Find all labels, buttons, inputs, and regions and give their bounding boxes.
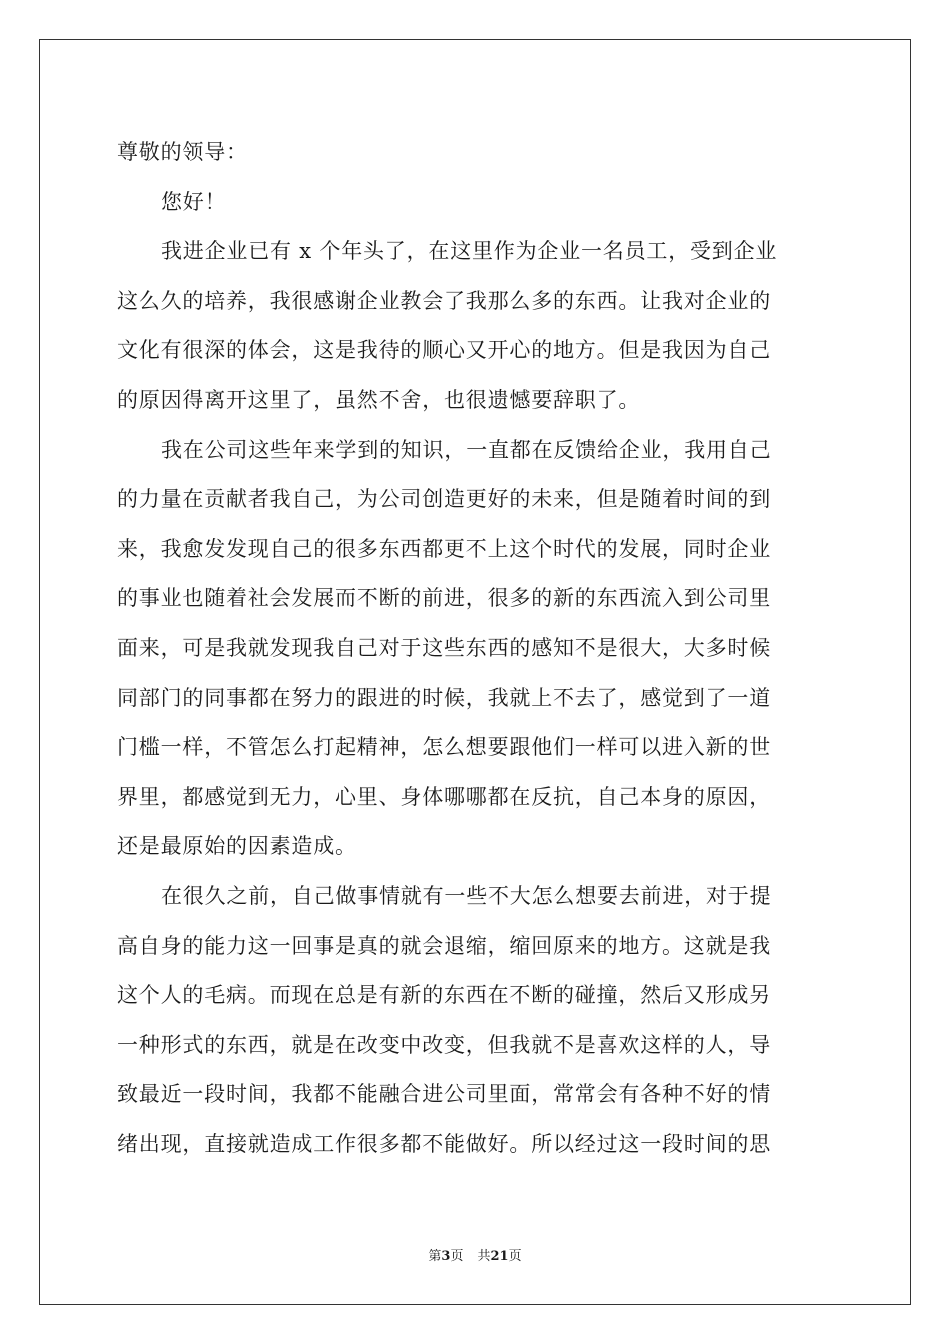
document-body bbox=[117, 128, 837, 1169]
paragraph-line: 绪出现，直接就造成工作很多都不能做好。所以经过这一段时间的思 bbox=[117, 1131, 771, 1156]
page-number: 3 bbox=[441, 1249, 451, 1264]
greeting: 您好！ bbox=[161, 189, 227, 214]
paragraph-line: 一种形式的东西，就是在改变中改变，但我就不是喜欢这样的人，导 bbox=[117, 1032, 771, 1057]
paragraph-line: 同部门的同事都在努力的跟进的时候，我就上不去了，感觉到了一道 bbox=[117, 685, 771, 710]
salutation: 尊敬的领导： bbox=[117, 140, 248, 164]
paragraph-line: 致最近一段时间，我都不能融合进公司里面，常常会有各种不好的情 bbox=[117, 1082, 771, 1107]
total-suffix: 页 bbox=[508, 1249, 522, 1264]
paragraph-line: 的事业也随着社会发展而不断的前进，很多的新的东西流入到公司里 bbox=[117, 586, 771, 611]
paragraph-line: 的原因得离开这里了，虽然不舍，也很遗憾要辞职了。 bbox=[117, 387, 641, 412]
paragraph-line: 我进企业已有 x 个年头了，在这里作为企业一名员工，受到企业 bbox=[161, 239, 778, 264]
page-suffix: 页 bbox=[450, 1249, 464, 1264]
paragraph-line: 这个人的毛病。而现在总是有新的东西在不断的碰撞，然后又形成另 bbox=[117, 983, 771, 1008]
paragraph-line: 文化有很深的体会，这是我待的顺心又开心的地方。但是我因为自己 bbox=[117, 338, 771, 363]
paragraph-line: 高自身的能力这一回事是真的就会退缩，缩回原来的地方。这就是我 bbox=[117, 933, 771, 958]
paragraph-line: 门槛一样，不管怎么打起精神，怎么想要跟他们一样可以进入新的世 bbox=[117, 735, 771, 760]
total-pages: 21 bbox=[490, 1249, 509, 1264]
page-footer bbox=[0, 1245, 950, 1264]
paragraph-line: 还是最原始的因素造成。 bbox=[117, 834, 357, 859]
paragraph-line: 来，我愈发发现自己的很多东西都更不上这个时代的发展，同时企业 bbox=[117, 536, 771, 561]
paragraph-line: 在很久之前，自己做事情就有一些不大怎么想要去前进，对于提 bbox=[161, 883, 772, 908]
total-prefix: 共 bbox=[477, 1249, 491, 1264]
paragraph-line: 的力量在贡献者我自己，为公司创造更好的未来，但是随着时间的到 bbox=[117, 487, 771, 512]
paragraph-line: 这么久的培养，我很感谢企业教会了我那么多的东西。让我对企业的 bbox=[117, 288, 771, 313]
paragraph-line: 我在公司这些年来学到的知识，一直都在反馈给企业，我用自己 bbox=[161, 437, 772, 462]
paragraph-line: 面来，可是我就发现我自己对于这些东西的感知不是很大，大多时候 bbox=[117, 635, 771, 660]
page-prefix: 第 bbox=[428, 1249, 442, 1264]
paragraph-line: 界里，都感觉到无力，心里、身体哪哪都在反抗，自己本身的原因， bbox=[117, 784, 771, 809]
